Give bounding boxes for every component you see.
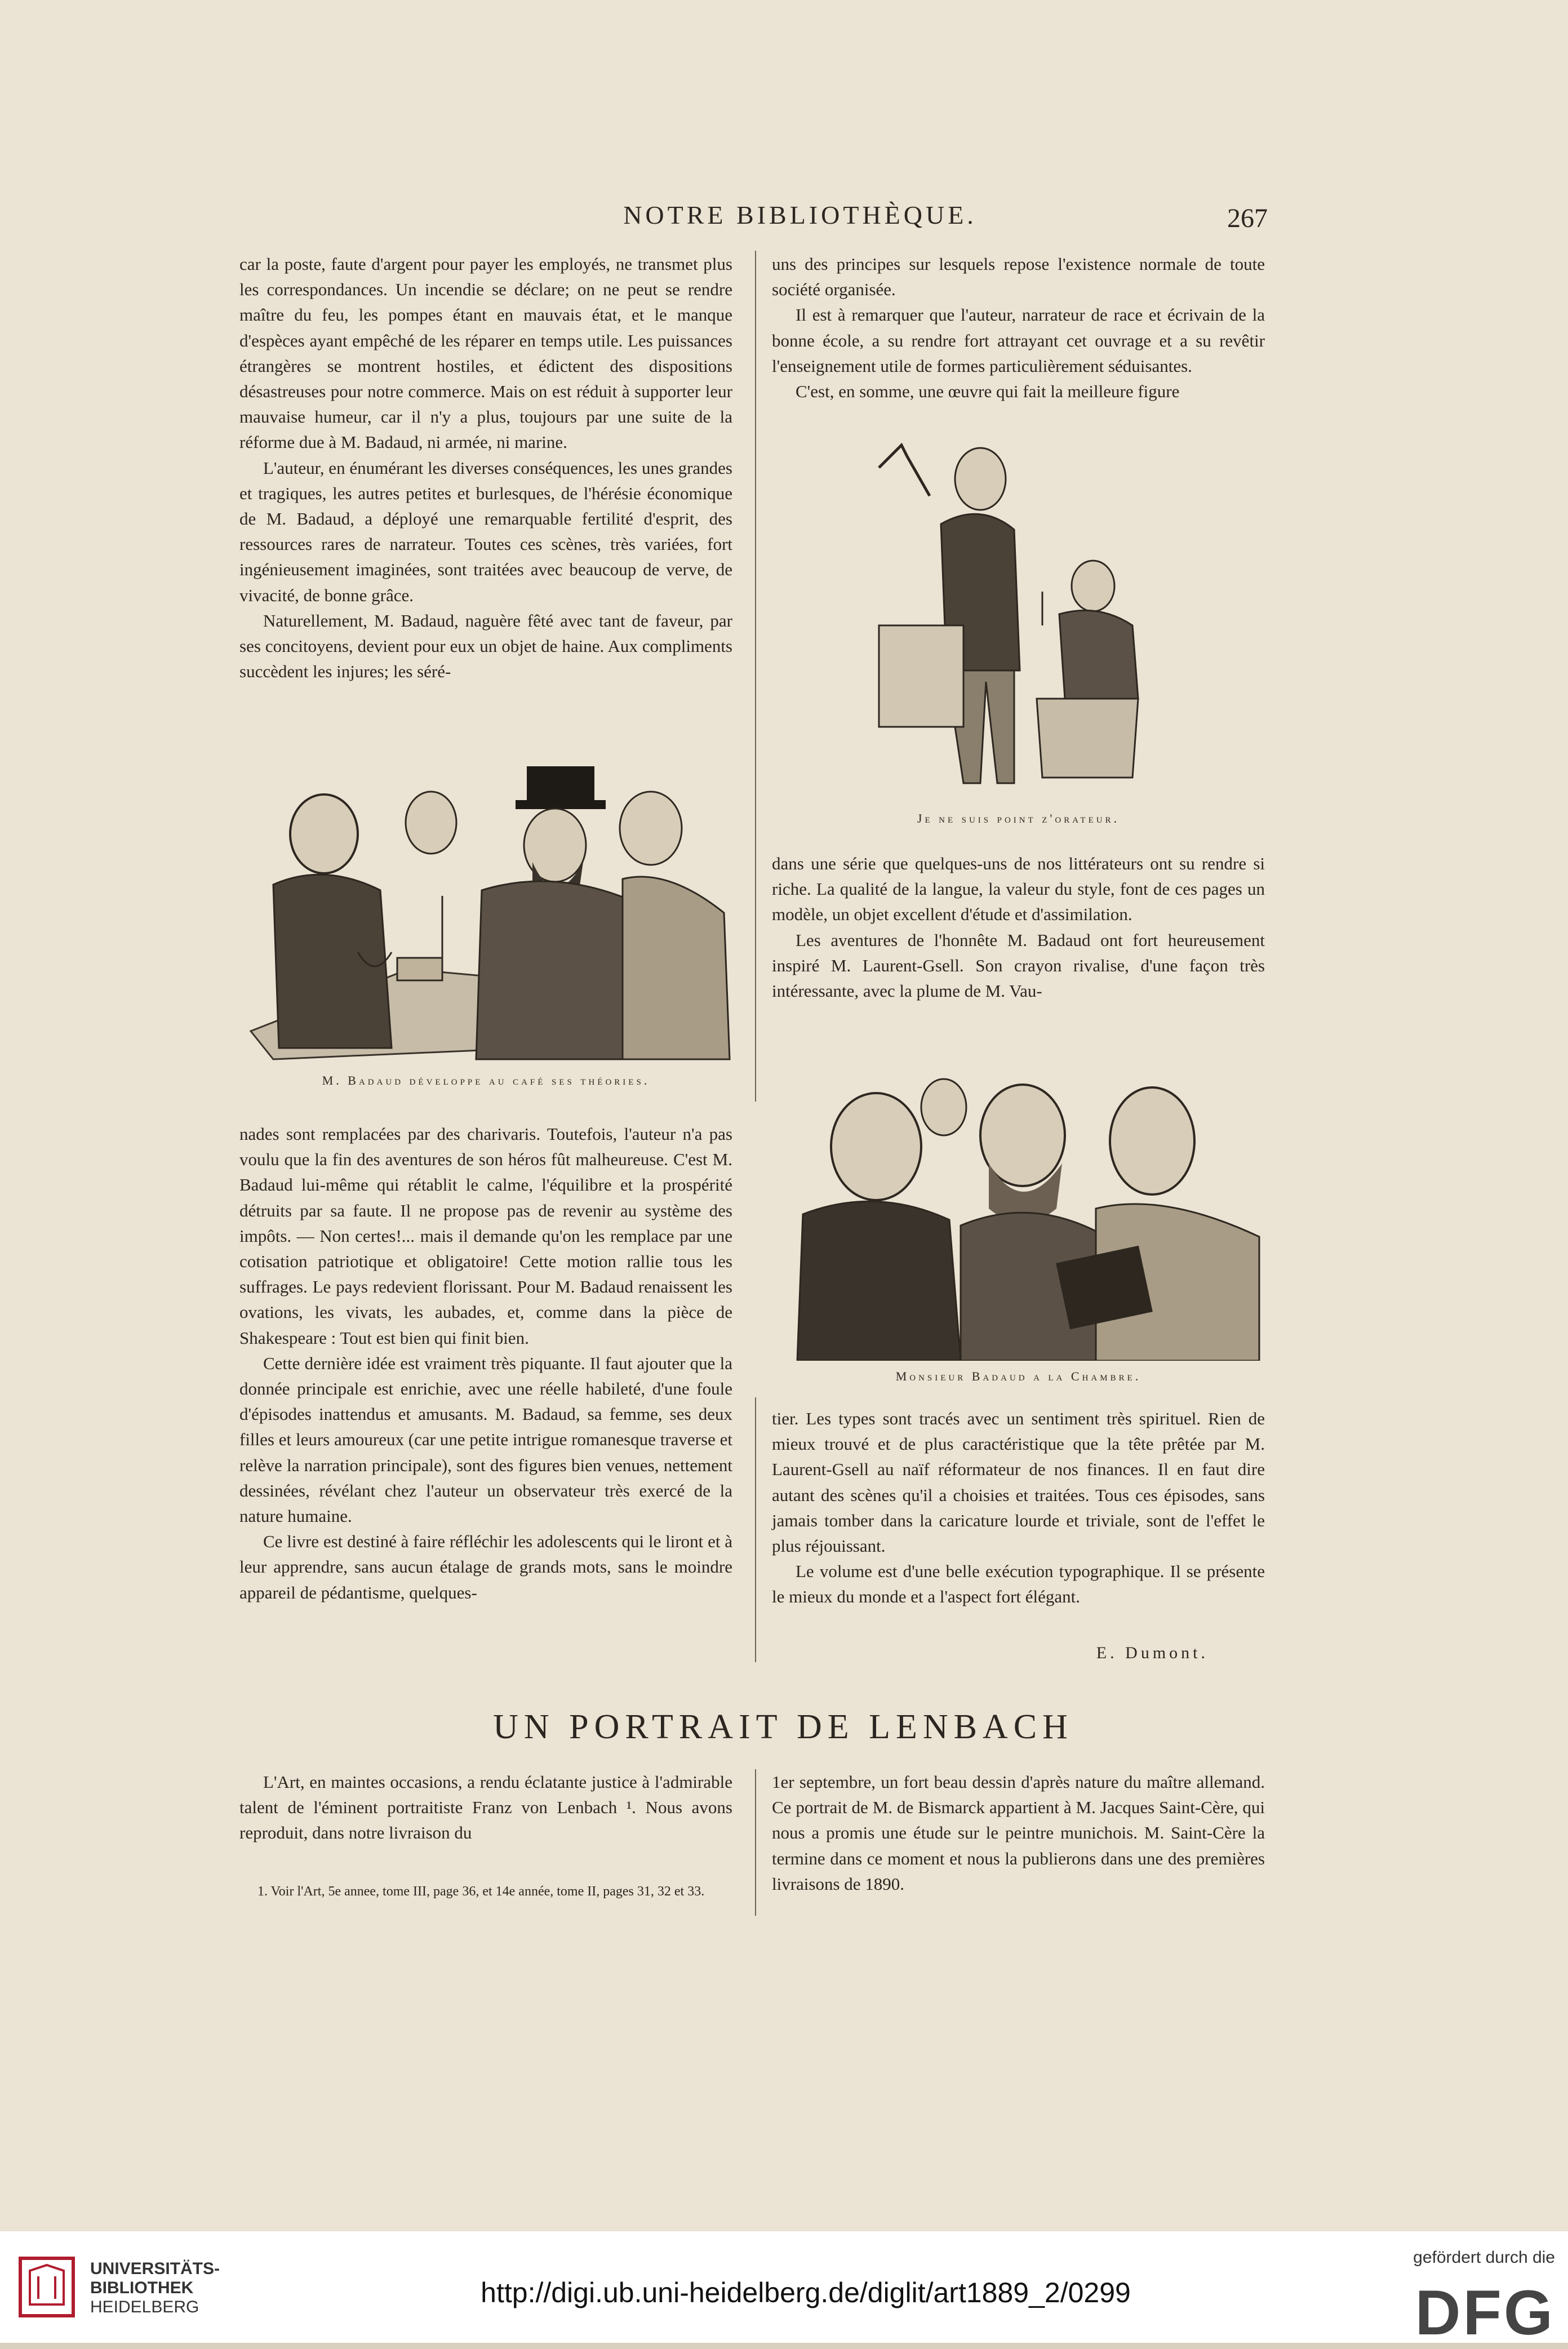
column-divider: [755, 1397, 756, 1662]
right-column-middle-text: [772, 851, 1265, 1003]
illustration-orator: [868, 434, 1166, 794]
paragraph: Ce livre est destiné à faire réfléchir les adolescents qui le liront et à leur apprendre, sans aucun étalage de grands mots, sans le moindre appareil de pédantisme, quelques-: [239, 1531, 732, 1602]
section-right-text: [772, 1769, 1265, 1897]
figure-caption-orator: Je ne suis point z'orateur.: [917, 811, 1120, 825]
paragraph: tier. Les types sont tracés avec un sentiment très spirituel. Rien de mieux trouvé et de plus caractéristique que la tête prêtée par M. Laurent-Gsell au naïf réformateur de nos finances. Il en faut dire autant des scènes qu'il a choisies et traitées. Tous ces épisodes, sans jamais tomber dans la caricature lourde et triviale, sont de l'effet le plus réjouissant.: [772, 1409, 1265, 1556]
paragraph: uns des principes sur lesquels repose l'existence normale de toute société organisée.: [772, 254, 1265, 300]
paragraph: Cette dernière idée est vraiment très piquante. Il faut ajouter que la donnée principale est enrichie, avec une réelle habileté, d'une foule d'épisodes inattendus et amusants. M. Badaud, sa femme, ses deux filles et leurs amoureux (car une petite intrigue romanesque traverse et relève la narration principale), sont des figures bien venues, nettement dessinées, révélant chez l'auteur un observateur très exercé de la nature humaine.: [239, 1353, 732, 1526]
paragraph: 1er septembre, un fort beau dessin d'après nature du maître allemand. Ce portrait de M. de Bismarck appartient à M. Jacques Saint-Cère, qui nous a promis une étude sur le peintre munichois. M. Saint-Cère la termine dans ce moment et nous la publierons dans une des premières livraisons de 1890.: [772, 1772, 1265, 1894]
section-left-text: [239, 1769, 732, 1846]
source-url-link[interactable]: http://digi.ub.uni-heidelberg.de/diglit/art1889_2/0299: [481, 2277, 1131, 2308]
library-name-line: BIBLIOTHEK: [90, 2279, 194, 2297]
column-divider: [755, 251, 756, 1102]
right-column-top-text: [772, 251, 1265, 404]
left-column-bottom-text: [239, 1121, 732, 1605]
column-divider: [755, 1769, 756, 1916]
illustration-cafe-scene: [239, 766, 735, 1065]
figure-caption-chambre: Monsieur Badaud a la Chambre.: [895, 1369, 1141, 1383]
library-name: [90, 2259, 220, 2317]
figure-caption-cafe: M. Badaud développe au café ses théories.: [322, 1073, 650, 1087]
dfg-logo: DFG: [1415, 2277, 1555, 2348]
page-number: 267: [1227, 203, 1268, 233]
university-seal-icon: [16, 2254, 78, 2320]
paragraph: nades sont remplacées par des charivaris. Toutefois, l'auteur n'a pas voulu que la fin des aventures de son héros fût malheureuse. C'est M. Badaud lui-même qui rétablit le calme, l'équilibre et la prospérité détruits par sa faute. Il ne propose pas de revenir au système des impôts. — Non certes!... mais il demande qu'on les remplace par une cotisation patriotique et obligatoire! Cette motion rallie tous les suffrages. Le pays redevient florissant. Pour M. Badaud renaissent les ovations, les vivats, les aubades, et, comme dans la pièce de Shakespeare : Tout est bien qui finit bien.: [239, 1124, 732, 1348]
paragraph: Il est à remarquer que l'auteur, narrateur de race et écrivain de la bonne école, a su rendre fort attrayant cet ouvrage et a su revêtir l'enseignement utile de formes particulièrement séduisantes.: [772, 305, 1265, 376]
paragraph: L'auteur, en énumérant les diverses conséquences, les unes grandes et tragiques, les autres petites et burlesques, de l'hérésie économique de M. Badaud, a déployé une remarquable fertilité d'esprit, des ressources rares de narrateur. Toutes ces scènes, très variées, fort ingénieusement imaginées, sont traitées avec beaucoup de verve, de vivacité, de bonne grâce.: [239, 458, 732, 605]
section-title: UN PORTRAIT DE LENBACH: [493, 1708, 1073, 1746]
left-column-top-text: [239, 251, 732, 684]
paragraph: Naturellement, M. Badaud, naguère fêté avec tant de faveur, par ses concitoyens, devient pour eux un objet de haine. Aux compliments succèdent les injures; les séré-: [239, 610, 732, 682]
library-name-line: UNIVERSITÄTS-: [90, 2259, 220, 2278]
illustration-chambre: [780, 1068, 1265, 1361]
paragraph: Les aventures de l'honnête M. Badaud ont fort heureusement inspiré M. Laurent-Gsell. Son crayon rivalise, d'une façon très intéressante, avec la plume de M. Vau-: [772, 930, 1265, 1001]
paragraph: Le volume est d'une belle exécution typographique. Il se présente le mieux du monde et a l'aspect fort élégant.: [772, 1561, 1265, 1607]
right-column-bottom-text: [772, 1406, 1265, 1610]
running-header-title: NOTRE BIBLIOTHÈQUE.: [623, 201, 977, 229]
paragraph: car la poste, faute d'argent pour payer les employés, ne transmet plus les correspondances. Un incendie se déclare; on ne peut se rendre maître du feu, les pompes étant en mauvais état, et le manque d'espèces ayant empêché de les réparer en temps utile. Les puissances étrangères se montrent hostiles, et édictent des dispositions désastreuses pour notre commerce. Mais on est réduit à supporter leur mauvaise humeur, car il n'y a plus, toujours par une suite de la réforme due à M. Badaud, ni armée, ni marine.: [239, 254, 732, 452]
funder-caption: gefördert durch die: [1413, 2248, 1555, 2267]
library-name-line: HEIDELBERG: [90, 2298, 199, 2316]
author-signature: E. Dumont.: [1096, 1644, 1209, 1662]
paragraph: C'est, en somme, une œuvre qui fait la meilleure figure: [796, 381, 1180, 402]
paragraph: dans une série que quelques-uns de nos littérateurs ont su rendre si riche. La qualité de la langue, la valeur du style, font de ces pages un modèle, un objet excellent d'étude et d'assimilation.: [772, 854, 1265, 925]
footnote: 1. Voir l'Art, 5e annee, tome III, page 36, et 14e année, tome II, pages 31, 32 et 33.: [257, 1884, 705, 1899]
paragraph: L'Art, en maintes occasions, a rendu éclatante justice à l'admirable talent de l'éminent portraitiste Franz von Lenbach ¹. Nous avons reproduit, dans notre livraison du: [239, 1772, 732, 1843]
